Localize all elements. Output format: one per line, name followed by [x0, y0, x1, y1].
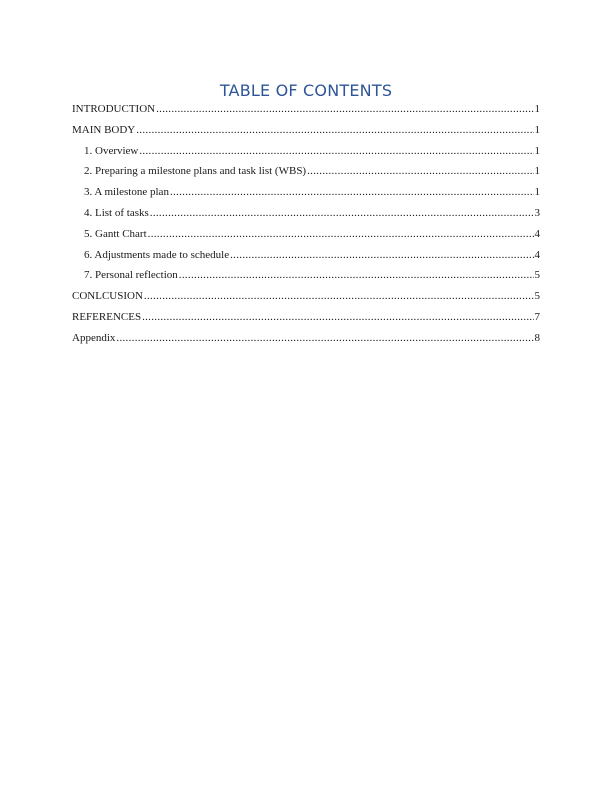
- toc-entry-label: CONLCUSION: [72, 290, 143, 303]
- toc-dot-leader: [116, 332, 533, 344]
- toc-dot-leader: [142, 311, 533, 323]
- toc-entry-label: INTRODUCTION: [72, 103, 156, 115]
- toc-entry-label: 2. Preparing a milestone plans and task list (WBS): [84, 165, 307, 178]
- toc-title: TABLE OF CONTENTS: [219, 81, 393, 100]
- toc-entry-milestone-plan[interactable]: [72, 186, 540, 207]
- toc-page-number: 4: [534, 248, 540, 261]
- toc-entry-wbs[interactable]: [72, 165, 540, 186]
- toc-dot-leader: [148, 228, 534, 240]
- toc-entry-label: 3. A milestone plan: [84, 186, 169, 199]
- toc-entry-label: MAIN BODY: [72, 123, 136, 136]
- toc-page-number: 1: [534, 165, 540, 178]
- toc-entry-personal-reflection[interactable]: [72, 269, 540, 290]
- toc-entry-label: REFERENCES: [72, 310, 142, 323]
- toc-entry-label: 1. Overview: [84, 144, 139, 157]
- toc-page-number: 8: [534, 331, 540, 344]
- toc-entry-appendix[interactable]: [72, 332, 540, 353]
- toc-page-number: 1: [534, 123, 540, 136]
- toc-page-number: 1: [534, 144, 540, 157]
- toc-entry-label: 5. Gantt Chart: [84, 227, 147, 240]
- toc-entry-adjustments[interactable]: [72, 249, 540, 270]
- toc-page-number: 5: [534, 269, 540, 282]
- toc-dot-leader: [230, 249, 533, 261]
- toc-dot-leader: [170, 186, 534, 198]
- toc-entry-label: Appendix: [72, 331, 116, 344]
- toc-entry-conclusion[interactable]: [72, 290, 540, 311]
- table-of-contents: [72, 103, 540, 353]
- toc-page-number: 3: [534, 206, 540, 219]
- toc-dot-leader: [144, 290, 534, 302]
- toc-dot-leader: [139, 145, 533, 157]
- toc-page-number: 1: [534, 103, 540, 115]
- toc-entry-overview[interactable]: [72, 145, 540, 166]
- toc-entry-introduction[interactable]: [72, 103, 540, 124]
- toc-dot-leader: [179, 269, 534, 281]
- toc-entry-main-body[interactable]: [72, 124, 540, 145]
- toc-dot-leader: [136, 124, 533, 136]
- toc-page-number: 5: [534, 290, 540, 303]
- toc-page-number: 1: [534, 186, 540, 199]
- toc-page-number: 7: [534, 310, 540, 323]
- toc-entry-label: 7. Personal reflection: [84, 269, 178, 282]
- toc-dot-leader: [156, 103, 533, 115]
- toc-entry-list-of-tasks[interactable]: [72, 207, 540, 228]
- toc-entry-label: 6. Adjustments made to schedule: [84, 248, 230, 261]
- toc-dot-leader: [307, 165, 533, 177]
- toc-entry-label: 4. List of tasks: [84, 206, 149, 219]
- toc-page-number: 4: [534, 227, 540, 240]
- toc-entry-references[interactable]: [72, 311, 540, 332]
- toc-entry-gantt-chart[interactable]: [72, 228, 540, 249]
- toc-dot-leader: [150, 207, 534, 219]
